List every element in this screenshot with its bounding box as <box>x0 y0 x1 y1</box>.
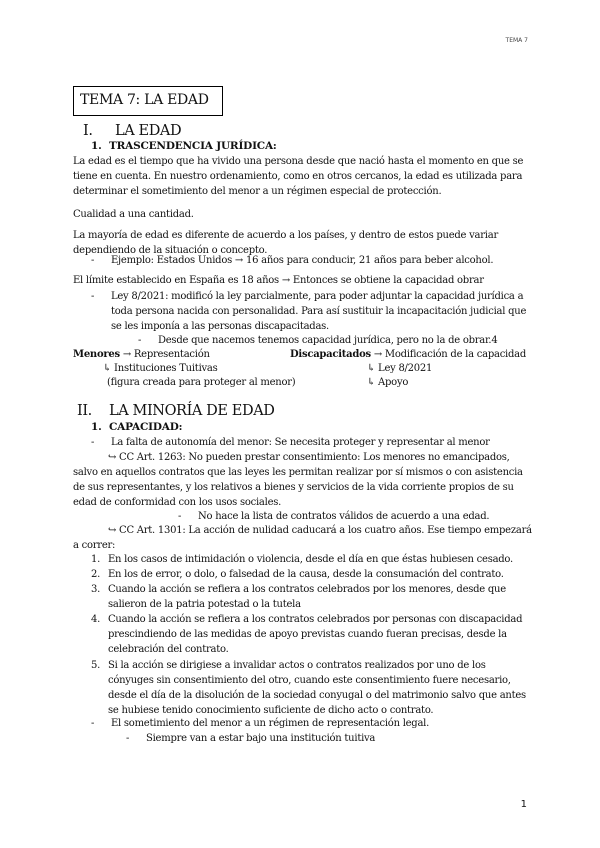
sub-bullet-item: - Desde que nacemos tenemos capacidad jurídica, pero no la de obrar.4 <box>138 335 498 346</box>
sub-bullet-item: - Siempre van a estar bajo una institución tuitiva <box>126 733 376 744</box>
menores-sub: ↳ Instituciones Tuitivas <box>103 363 218 374</box>
discapacitados-label: Discapacitados <box>290 349 371 360</box>
discapacitados-sub: ↳ Apoyo <box>367 377 409 388</box>
sub-bullet-text: Desde que nacemos tenemos capacidad jurídica, pero no la de obrar.4 <box>158 335 498 346</box>
list-number: 5. <box>91 660 101 671</box>
bullet-item: - La falta de autonomía del menor: Se necesita proteger y representar al menor <box>91 437 490 448</box>
list-item <box>91 612 531 657</box>
discapacitados-sub: ↳ Ley 8/2021 <box>367 363 433 374</box>
section-heading <box>83 123 181 139</box>
bullet-item: - El sometimiento del menor a un régimen de representación legal. <box>91 718 430 729</box>
subsection-title: CAPACIDAD: <box>109 421 183 433</box>
section-number: I. <box>83 123 93 139</box>
bullet-item: - Ejemplo: Estados Unidos → 16 años para conducir, 21 años para beber alcohol. <box>91 255 494 266</box>
paragraph: Cualidad a una cantidad. <box>73 209 194 220</box>
menores-line <box>73 347 210 362</box>
section-title: LA EDAD <box>115 123 182 139</box>
sub-bullet-text: No hace la lista de contratos válidos de acuerdo a una edad. <box>198 511 490 522</box>
header-tag: TEMA 7 <box>505 37 528 44</box>
article-1263-text: salvo en aquellos contratos que las leyes les permitan realizar por sí mismos o con asistencia de sus representantes, y los relativos a bienes y servicios de la vida corriente propios de su edad de conformidad con los usos sociales. <box>73 467 523 508</box>
subsection-number: 1. <box>91 140 102 152</box>
page-number: 1 <box>520 799 527 810</box>
numbered-list <box>91 552 531 718</box>
bullet-item: - Ley 8/2021: modificó la ley parcialmente, para poder adjuntar la capacidad jurídica a toda persona nacida con personalidad. Para así sustituir la incapacitación judicial que se les imponía a las personas discapacitadas. <box>91 289 536 334</box>
list-number: 4. <box>91 614 101 625</box>
subsection-heading <box>91 421 182 433</box>
list-text: En los casos de intimidación o violencia, desde el día en que éstas hubiesen cesado. <box>108 554 513 565</box>
menores-label: Menores <box>73 349 120 360</box>
page-title: TEMA 7: LA EDAD <box>73 86 223 116</box>
discapacitados-line <box>290 347 526 362</box>
section-heading <box>77 403 275 419</box>
paragraph: La edad es el tiempo que ha vivido una persona desde que nació hasta el momento en que se tiene en cuenta. En nuestro ordenamiento, como en otros cercanos, la edad es utilizada para determinar el sometimiento del menor a un régimen especial de protección. <box>73 156 524 197</box>
menores-note: (figura creada para proteger al menor) <box>107 377 296 388</box>
discapacitados-arrow-text: → Modificación de la capacidad <box>373 349 527 360</box>
menores-arrow-text: → Representación <box>122 349 210 360</box>
section-title: LA MINORÍA DE EDAD <box>109 403 275 419</box>
sub-bullet-text: Siempre van a estar bajo una institución tuitiva <box>146 733 376 744</box>
subsection-heading <box>91 140 277 152</box>
subsection-number: 1. <box>91 421 102 433</box>
list-number: 1. <box>91 554 101 565</box>
list-text: Cuando la acción se refiera a los contratos celebrados por los menores, desde que salieron de la patria potestad o la tutela <box>108 584 506 610</box>
article-1263-first-line: ↪ CC Art. 1263: No pueden prestar consentimiento: Los menores no emancipados, <box>108 452 510 463</box>
article-1301-first-line: ↪ CC Art. 1301: La acción de nulidad caducará a los cuatro años. Ese tiempo empezará <box>108 525 532 536</box>
sub-bullet-item: - No hace la lista de contratos válidos de acuerdo a una edad. <box>178 511 490 522</box>
list-item <box>91 658 531 718</box>
bullet-text: Ejemplo: Estados Unidos → 16 años para conducir, 21 años para beber alcohol. <box>111 255 494 266</box>
subsection-title: TRASCENDENCIA JURÍDICA: <box>109 140 277 152</box>
list-text: Cuando la acción se refiera a los contratos celebrados por personas con discapacidad prescindiendo de las medidas de apoyo previstas cuando fueran precisas, desde la celebración del contrato. <box>108 614 523 655</box>
list-text: En los de error, o dolo, o falsedad de la causa, desde la consumación del contrato. <box>108 569 504 580</box>
list-text: Si la acción se dirigiese a invalidar actos o contratos realizados por uno de los cónyuges sin consentimiento del otro, cuando este consentimiento fuere necesario, desde el día de la disolución de la sociedad conyugal o del matrimonio salvo que antes se hubiese tenido conocimiento suficiente de dicho acto o contrato. <box>108 660 526 716</box>
bullet-text: El sometimiento del menor a un régimen de representación legal. <box>111 718 430 729</box>
list-number: 2. <box>91 569 101 580</box>
list-item <box>91 567 531 582</box>
list-item <box>91 582 531 612</box>
article-1301-second-line: a correr: <box>73 540 116 551</box>
list-item <box>91 552 531 567</box>
paragraph: El límite establecido en España es 18 años → Entonces se obtiene la capacidad obrar <box>73 275 484 286</box>
paragraph: La mayoría de edad es diferente de acuerdo a los países, y dentro de estos puede variar dependiendo de la situación o concepto. <box>73 230 498 256</box>
list-number: 3. <box>91 584 101 595</box>
section-number: II. <box>77 403 92 419</box>
bullet-text: La falta de autonomía del menor: Se necesita proteger y representar al menor <box>111 437 490 448</box>
bullet-text: Ley 8/2021: modificó la ley parcialmente, para poder adjuntar la capacidad jurídica a toda persona nacida con personalidad. Para así sustituir la incapacitación judicial que se les imponía a las personas discapacitadas. <box>111 291 527 332</box>
